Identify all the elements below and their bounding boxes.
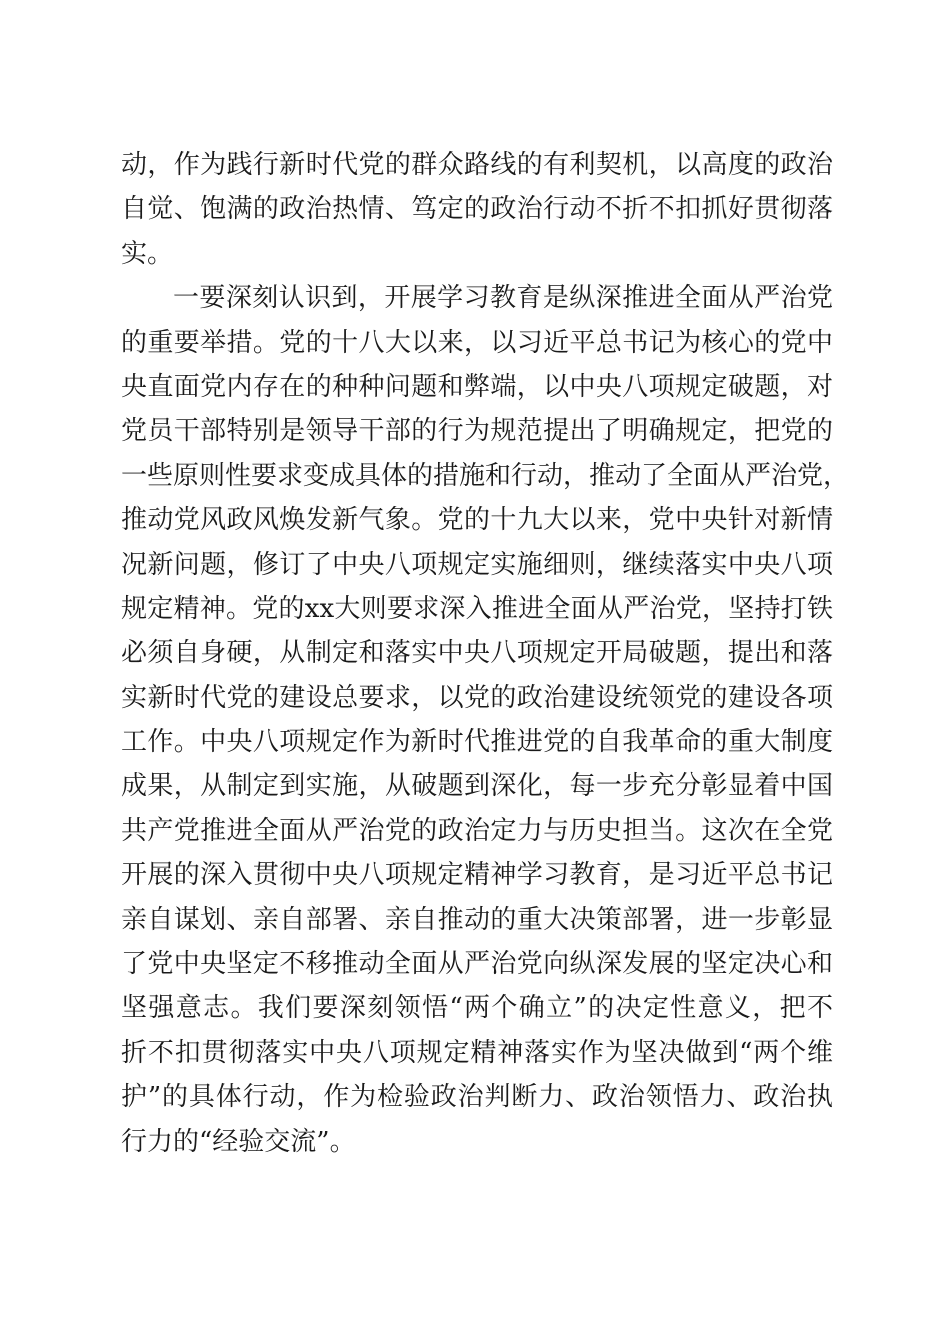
text-line: 行力的“经验交流”。	[121, 1126, 356, 1157]
text-line: 的重要举措。党的十八大以来，以习近平总书记为核心的党中	[121, 327, 833, 358]
text-line: 一要深刻认识到，开展学习教育是纵深推进全面从严治党	[173, 283, 833, 314]
text-line: 开展的深入贯彻中央八项规定精神学习教育，是习近平总书记	[121, 860, 833, 891]
text-line: 亲自谋划、亲自部署、亲自推动的重大决策部署，进一步彰显	[121, 904, 833, 935]
text-line: 工作。中央八项规定作为新时代推进党的自我革命的重大制度	[121, 727, 833, 758]
text-line: 动，作为践行新时代党的群众路线的有利契机，以高度的政治	[121, 150, 833, 180]
text-line: 党员干部特别是领导干部的行为规范提出了明确规定，把党的	[121, 416, 833, 447]
text-line: 推动党风政风焕发新气象。党的十九大以来，党中央针对新情	[121, 505, 833, 536]
text-line: 一些原则性要求变成具体的措施和行动，推动了全面从严治党，	[121, 460, 850, 491]
text-line: 实新时代党的建设总要求，以党的政治建设统领党的建设各项	[121, 682, 833, 713]
paragraph-1	[121, 143, 833, 276]
text-line: 央直面党内存在的种种问题和弊端，以中央八项规定破题，对	[121, 371, 833, 402]
text-line: 了党中央坚定不移推动全面从严治党向纵深发展的坚定决心和	[121, 949, 833, 980]
text-line: 规定精神。党的xx大则要求深入推进全面从严治党，坚持打铁	[121, 593, 833, 624]
text-line: 折不扣贯彻落实中央八项规定精神落实作为坚决做到“两个维	[121, 1037, 833, 1068]
body-text	[121, 143, 850, 1164]
text-line: 护”的具体行动，作为检验政治判断力、政治领悟力、政治执	[121, 1082, 833, 1113]
text-line: 实。	[121, 238, 174, 269]
text-line: 成果，从制定到实施，从破题到深化，每一步充分彰显着中国	[121, 771, 833, 802]
text-line: 自觉、饱满的政治热情、笃定的政治行动不折不扣抓好贯彻落	[121, 194, 833, 225]
text-line: 必须自身硬，从制定和落实中央八项规定开局破题，提出和落	[121, 638, 833, 669]
paragraph-2	[121, 276, 850, 1164]
text-line: 共产党推进全面从严治党的政治定力与历史担当。这次在全党	[121, 815, 833, 846]
text-line: 况新问题，修订了中央八项规定实施细则，继续落实中央八项	[121, 549, 833, 580]
text-line: 坚强意志。我们要深刻领悟“两个确立”的决定性意义，把不	[121, 993, 833, 1024]
